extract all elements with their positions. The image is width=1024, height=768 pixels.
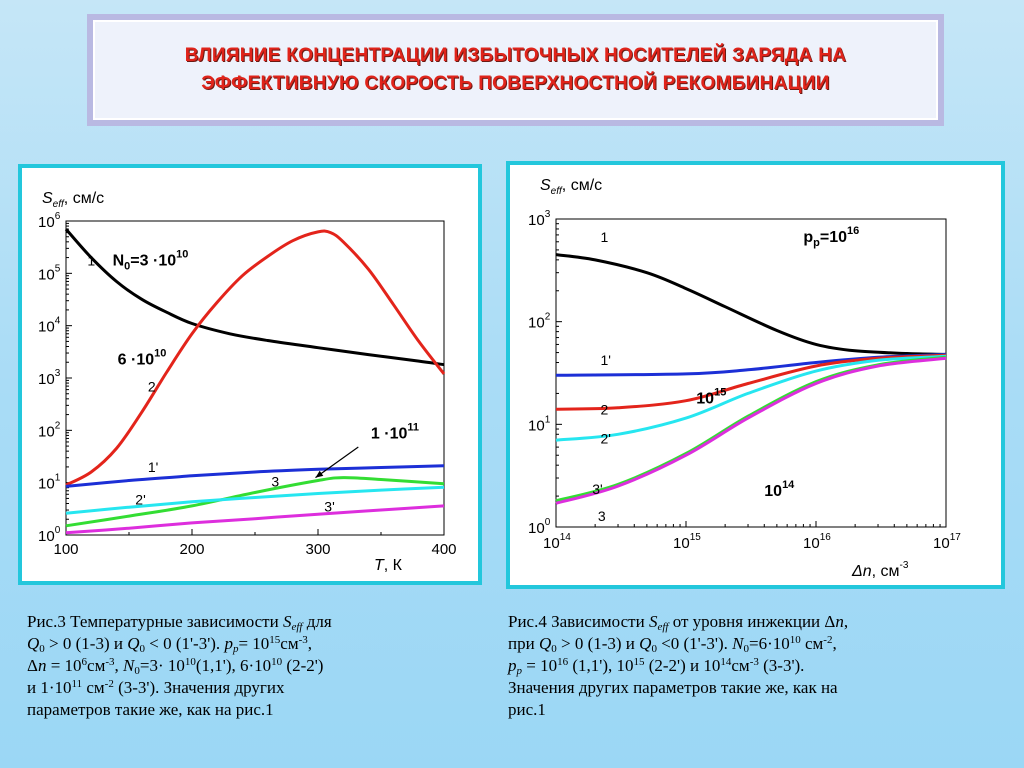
fig4-caption-text: 0 bbox=[651, 643, 657, 655]
fig4-caption-text: N bbox=[732, 634, 744, 653]
fig4-caption-text: 0 bbox=[551, 643, 557, 655]
figure-4-panel bbox=[506, 161, 1005, 589]
fig3-x-axis-label: T, К bbox=[374, 557, 402, 574]
fig3-caption-text: eff bbox=[291, 621, 303, 633]
fig3-caption-text: -3 bbox=[298, 634, 308, 646]
fig4-caption-text: см bbox=[731, 656, 750, 675]
fig4-caption-text: n bbox=[835, 612, 844, 631]
fig3-ytick-label: $10^3$ bbox=[38, 368, 61, 388]
fig3-caption-text: 0 bbox=[39, 643, 45, 655]
fig3-curve-label: 3' bbox=[324, 498, 335, 515]
fig4-caption-text: при bbox=[508, 634, 539, 653]
fig4-caption-line bbox=[508, 699, 978, 721]
fig4-curve-label: 3 bbox=[597, 507, 606, 524]
fig4-xtick-label: $10^{17}$ bbox=[933, 532, 961, 552]
fig3-xtick-label: 400 bbox=[431, 541, 457, 558]
fig4-series-3 bbox=[556, 357, 946, 501]
fig3-caption-text: Рис.3 Температурные зависимости bbox=[27, 612, 283, 631]
fig3-caption-line bbox=[27, 611, 477, 633]
fig4-xtick-label: $10^{14}$ bbox=[543, 532, 571, 552]
fig4-caption-text: (3-3'). bbox=[758, 656, 805, 675]
fig3-series-1p bbox=[66, 466, 444, 490]
fig4-series-1 bbox=[556, 255, 946, 355]
fig4-caption-text: 10 bbox=[789, 634, 801, 646]
fig4-caption-text: , bbox=[843, 612, 849, 631]
fig3-caption-text: S bbox=[282, 612, 292, 631]
fig3-caption-text: Q bbox=[27, 634, 40, 653]
fig3-caption-text: 10 bbox=[271, 656, 283, 668]
fig4-annotation: $10^{14}$ bbox=[764, 479, 795, 501]
fig3-curve-label: 2' bbox=[135, 491, 146, 508]
title-banner bbox=[87, 14, 944, 126]
fig4-caption-text: S bbox=[648, 612, 658, 631]
fig3-caption-text: n bbox=[37, 656, 47, 675]
figure-3-chart bbox=[22, 168, 478, 581]
fig4-caption-text: =6·10 bbox=[748, 634, 790, 653]
fig4-xtick-label: $10^{15}$ bbox=[673, 532, 701, 552]
fig4-annotation: $p_p=10^{16}$ bbox=[803, 224, 860, 249]
fig4-curve-label: 2 bbox=[600, 401, 609, 418]
fig3-curve-label: 2 bbox=[147, 378, 156, 395]
fig3-ytick-label: $10^4$ bbox=[38, 315, 61, 336]
fig3-caption-text: 0 bbox=[139, 643, 145, 655]
fig4-caption-text: (1,1'), 10 bbox=[568, 656, 634, 675]
fig3-xtick-label: 300 bbox=[305, 541, 331, 558]
fig3-arrow-head bbox=[315, 471, 323, 478]
fig4-ytick-label: $10^2$ bbox=[528, 311, 551, 332]
figure-3-panel bbox=[18, 164, 482, 585]
fig3-caption-text: = 10 bbox=[238, 634, 270, 653]
fig3-annotation: $1 \cdot 10^{11}$ bbox=[370, 421, 420, 443]
fig3-caption-text: параметров такие же, как на рис.1 bbox=[27, 700, 274, 719]
fig3-caption-text: -2 bbox=[104, 678, 114, 690]
fig4-caption-text: 15 bbox=[633, 656, 645, 668]
fig3-caption-text: 6 bbox=[81, 656, 88, 668]
fig3-series-3p bbox=[66, 506, 444, 533]
fig4-caption-text: -2 bbox=[823, 634, 833, 646]
title-line-1: ВЛИЯНИЕ КОНЦЕНТРАЦИИ ИЗБЫТОЧНЫХ НОСИТЕЛЕЙ ЗАРЯДА НА bbox=[184, 45, 847, 66]
fig4-y-axis-label: $S_{eff}$, см/с bbox=[540, 177, 603, 197]
fig3-annotation: $6 \cdot 10^{10}$ bbox=[117, 347, 167, 369]
fig3-caption-text: = 10 bbox=[46, 656, 82, 675]
fig3-curve-label: 1' bbox=[147, 458, 159, 475]
fig4-caption-text: > 0 (1-3) и bbox=[556, 634, 640, 653]
fig3-caption-text: N bbox=[123, 656, 135, 675]
fig4-caption-line bbox=[508, 633, 978, 655]
fig3-caption-text: см bbox=[87, 656, 106, 675]
fig4-xtick-label: $10^{16}$ bbox=[803, 532, 831, 552]
fig4-curve-label: 1' bbox=[600, 351, 611, 368]
fig3-caption-text: < 0 (1'-3'). bbox=[144, 634, 225, 653]
fig3-caption-text: , bbox=[307, 634, 313, 653]
fig4-caption-line bbox=[508, 655, 978, 677]
fig4-curve-label: 2' bbox=[600, 430, 611, 447]
fig3-caption-text: см bbox=[82, 678, 105, 697]
fig3-caption-text: 0 bbox=[134, 665, 140, 677]
fig3-caption-text: 11 bbox=[71, 678, 83, 690]
fig3-caption-text: и 1·10 bbox=[27, 678, 72, 697]
figure-4-caption bbox=[508, 611, 978, 721]
fig3-ytick-label: $10^6$ bbox=[38, 211, 61, 231]
title-inner bbox=[93, 20, 938, 120]
fig3-caption-text: см bbox=[280, 634, 299, 653]
fig3-caption-text: Q bbox=[127, 634, 140, 653]
fig3-caption-line bbox=[27, 699, 477, 721]
fig4-caption-text: p bbox=[516, 665, 522, 677]
fig3-caption-text: 15 bbox=[269, 634, 281, 646]
fig3-ytick-label: $10^5$ bbox=[38, 263, 61, 284]
fig4-caption-text: eff bbox=[657, 621, 669, 633]
fig4-ytick-label: $10^1$ bbox=[528, 414, 551, 435]
fig3-y-axis-label: $S_{eff}$, см/с bbox=[42, 190, 105, 210]
fig4-caption-text: 16 bbox=[557, 656, 569, 668]
fig3-caption-text: p bbox=[232, 643, 239, 655]
fig3-caption-text: Δ bbox=[27, 656, 38, 675]
fig3-caption-text: (3-3'). Значения других bbox=[113, 678, 285, 697]
fig3-ytick-label: $10^0$ bbox=[38, 525, 61, 545]
fig3-xtick-label: 200 bbox=[179, 541, 205, 558]
fig3-caption-line bbox=[27, 655, 477, 677]
fig4-curve-label: 1 bbox=[600, 228, 609, 245]
fig4-caption-text: см bbox=[800, 634, 824, 653]
fig3-annotation-arrow bbox=[315, 447, 358, 478]
fig4-curve-label: 3' bbox=[592, 480, 603, 497]
fig3-caption-line bbox=[27, 633, 477, 655]
fig4-caption-text: Q bbox=[639, 634, 652, 653]
fig3-caption-text: p bbox=[224, 634, 233, 653]
fig4-caption-text: = 10 bbox=[522, 656, 558, 675]
figure-3-caption bbox=[27, 611, 477, 721]
figure-4-chart bbox=[510, 165, 1001, 585]
fig3-curve-label: 3 bbox=[271, 473, 280, 490]
fig4-caption-line bbox=[508, 611, 978, 633]
fig4-caption-text: 14 bbox=[720, 656, 732, 668]
fig4-caption-text: Рис.4 Зависимости bbox=[508, 612, 649, 631]
fig4-caption-text: <0 (1'-3'). bbox=[656, 634, 733, 653]
fig4-caption-text: , bbox=[832, 634, 837, 653]
fig4-caption-text: Q bbox=[538, 634, 552, 653]
fig4-ytick-label: $10^3$ bbox=[528, 209, 551, 229]
fig3-ytick-label: $10^2$ bbox=[38, 420, 61, 441]
fig4-caption-line bbox=[508, 677, 978, 699]
fig4-ytick-label: $10^0$ bbox=[528, 517, 551, 537]
fig3-caption-text: > 0 (1-3) и bbox=[44, 634, 128, 653]
fig3-caption-text: (1,1'), 6·10 bbox=[195, 656, 272, 675]
title-line-2: ЭФФЕКТИВНУЮ СКОРОСТЬ ПОВЕРХНОСТНОЙ РЕКОМБИНАЦИИ bbox=[201, 73, 830, 94]
fig4-caption-text: (2-2') и 10 bbox=[644, 656, 721, 675]
fig3-caption-text: -3 bbox=[105, 656, 115, 668]
fig3-caption-text: 10 bbox=[184, 656, 196, 668]
fig4-caption-text: p bbox=[508, 656, 517, 675]
fig4-annotation: $10^{15}$ bbox=[696, 386, 727, 408]
fig3-caption-text: , bbox=[114, 656, 124, 675]
fig3-caption-text: =3· 10 bbox=[139, 656, 185, 675]
fig4-caption-text: -3 bbox=[749, 656, 759, 668]
fig3-caption-text: (2-2') bbox=[282, 656, 324, 675]
fig4-caption-text: Значения других параметров такие же, как на bbox=[508, 678, 838, 697]
fig3-ytick-label: $10^1$ bbox=[38, 472, 61, 493]
fig3-xtick-label: 100 bbox=[53, 541, 79, 558]
fig4-caption-text: рис.1 bbox=[508, 700, 546, 719]
fig3-caption-line bbox=[27, 677, 477, 699]
fig4-series-3p bbox=[556, 358, 946, 503]
fig4-caption-text: 0 bbox=[743, 643, 749, 655]
fig3-annotation: $N_0=3 \cdot 10^{10}$ bbox=[112, 248, 189, 273]
fig3-caption-text: для bbox=[302, 612, 332, 631]
fig4-caption-text: от уровня инжекции Δ bbox=[668, 612, 836, 631]
fig4-x-axis-label: Δn, $см^{-3}$ bbox=[852, 560, 909, 580]
fig3-curve-label: 1 bbox=[87, 252, 96, 269]
